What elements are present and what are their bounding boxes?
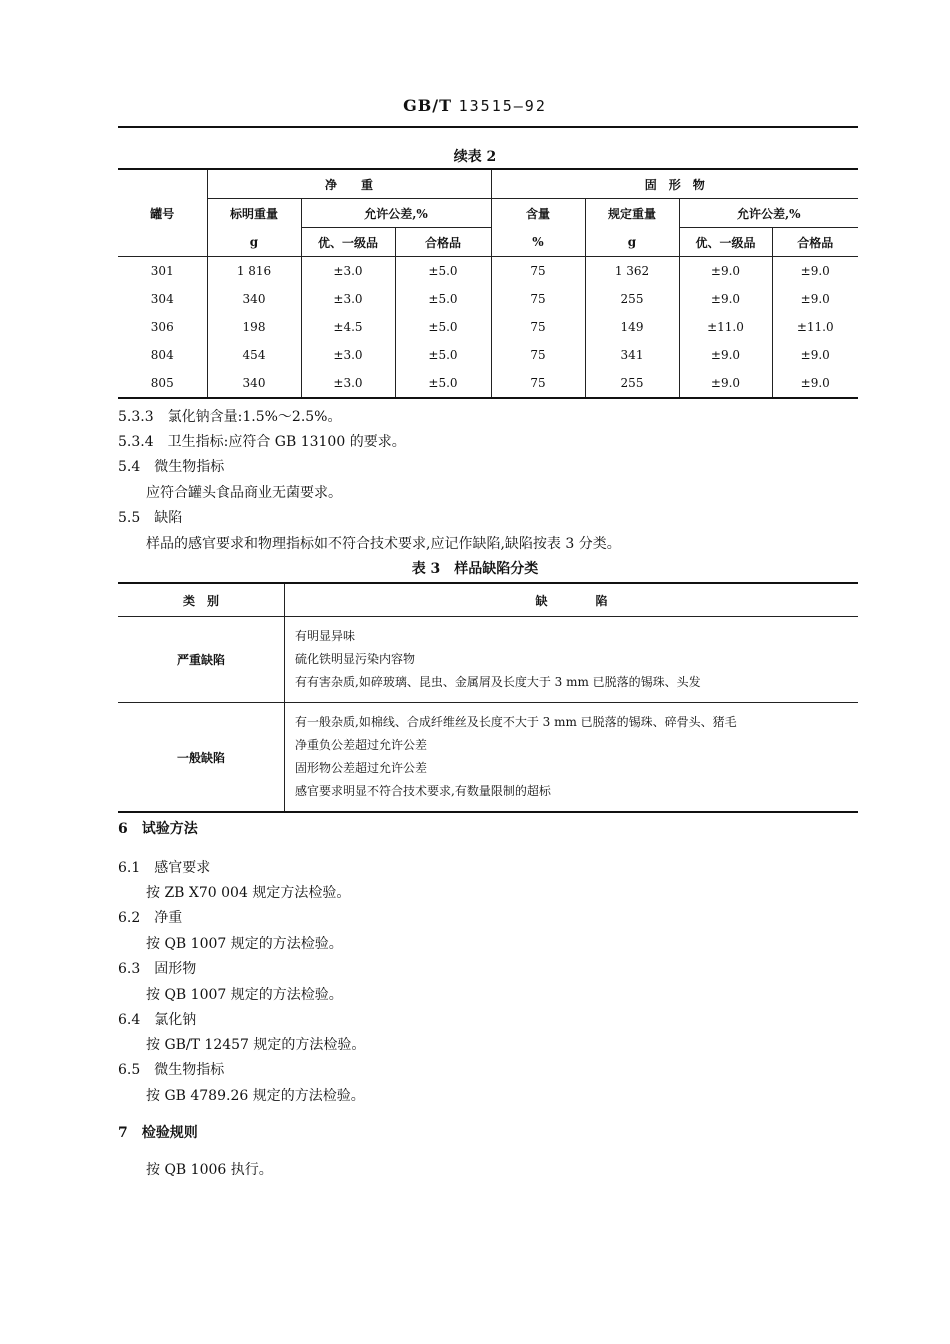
- col-qualified: 合格品: [395, 228, 491, 257]
- section-7-title: 7 检验规则: [118, 1125, 198, 1141]
- col-content-unit: %: [491, 228, 585, 257]
- cell: 304: [118, 285, 207, 313]
- cell: 306: [118, 313, 207, 341]
- col-excellent: 优、一级品: [301, 228, 395, 257]
- col-excellent2: 优、一级品: [679, 228, 772, 257]
- table3: [118, 582, 858, 813]
- cell: ±3.0: [301, 257, 395, 286]
- clause-6-4-text: 按 GB/T 12457 规定的方法检验。: [146, 1037, 366, 1053]
- cell: ±9.0: [772, 341, 858, 369]
- clause-6-5: 6.5 微生物指标: [118, 1062, 225, 1078]
- clause-6-3-text: 按 QB 1007 规定的方法检验。: [146, 987, 343, 1003]
- cell: 75: [491, 313, 585, 341]
- table-row: [118, 703, 858, 813]
- table2: [118, 168, 858, 399]
- list-item: 固形物公差超过允许公差: [295, 761, 428, 775]
- cell: 75: [491, 369, 585, 398]
- col-content: 含量: [491, 199, 585, 228]
- col-can-no: 罐号: [118, 169, 207, 257]
- col-category: 类 别: [118, 583, 285, 617]
- cell: ±5.0: [395, 341, 491, 369]
- list-item: 有明显异味: [295, 629, 356, 643]
- page-header: [0, 96, 950, 115]
- clause-6-2: 6.2 净重: [118, 910, 183, 926]
- table3-caption: 表 3 样品缺陷分类: [411, 561, 539, 577]
- cell: 804: [118, 341, 207, 369]
- cell: ±9.0: [772, 285, 858, 313]
- cell: ±9.0: [772, 369, 858, 398]
- col-defect: 缺 陷: [285, 583, 859, 617]
- cell: 454: [207, 341, 301, 369]
- cell: 75: [491, 341, 585, 369]
- cell: ±3.0: [301, 285, 395, 313]
- clause-5-5: 5.5 缺陷: [118, 510, 183, 526]
- clause-5-5-text: 样品的感官要求和物理指标如不符合技术要求,应记作缺陷,缺陷按表 3 分类。: [146, 536, 621, 552]
- list-item: 净重负公差超过允许公差: [295, 738, 428, 752]
- table-row: [118, 313, 858, 341]
- list-item: 有有害杂质,如碎玻璃、昆虫、金属屑及长度大于 3 mm 已脱落的锡珠、头发: [295, 675, 701, 689]
- col-qualified2: 合格品: [772, 228, 858, 257]
- col-tolerance-solid: 允许公差,%: [679, 199, 858, 228]
- col-tolerance-net: 允许公差,%: [301, 199, 491, 228]
- clause-5-4: 5.4 微生物指标: [118, 459, 225, 475]
- cell: 341: [585, 341, 679, 369]
- cell: 255: [585, 285, 679, 313]
- clause-6-1-text: 按 ZB X70 004 规定方法检验。: [146, 885, 351, 901]
- clause-5-3-3: 5.3.3 氯化钠含量:1.5%～2.5%。: [118, 409, 342, 425]
- list-item: 感官要求明显不符合技术要求,有数量限制的超标: [295, 784, 551, 798]
- cell: 255: [585, 369, 679, 398]
- cell: ±5.0: [395, 313, 491, 341]
- table-row: [118, 617, 858, 703]
- cell: ±4.5: [301, 313, 395, 341]
- cell: 75: [491, 257, 585, 286]
- table-row: [118, 341, 858, 369]
- cell: ±9.0: [679, 285, 772, 313]
- cell: 75: [491, 285, 585, 313]
- cell: 149: [585, 313, 679, 341]
- general-items: [285, 703, 859, 813]
- cell: 805: [118, 369, 207, 398]
- clause-5-3-4: 5.3.4 卫生指标:应符合 GB 13100 的要求。: [118, 434, 406, 450]
- section-7-text: 按 QB 1006 执行。: [146, 1162, 273, 1178]
- cell: 198: [207, 313, 301, 341]
- clause-5-4-text: 应符合罐头食品商业无菌要求。: [146, 485, 342, 501]
- cell: ±3.0: [301, 369, 395, 398]
- cell: ±3.0: [301, 341, 395, 369]
- clause-6-4: 6.4 氯化钠: [118, 1012, 197, 1028]
- cell: ±11.0: [679, 313, 772, 341]
- cell: 340: [207, 369, 301, 398]
- cell: ±5.0: [395, 369, 491, 398]
- table2-caption: 续表 2: [453, 149, 497, 165]
- clause-6-1: 6.1 感官要求: [118, 860, 211, 876]
- table-row: [118, 285, 858, 313]
- general-label: 一般缺陷: [118, 703, 285, 813]
- clause-6-5-text: 按 GB 4789.26 规定的方法检验。: [146, 1088, 365, 1104]
- standard-number: 13515—92: [458, 97, 547, 115]
- col-label-weight-unit: g: [207, 228, 301, 257]
- col-label-weight: 标明重量: [207, 199, 301, 228]
- group-solids: 固 形 物: [491, 169, 858, 199]
- table-row: [118, 257, 858, 286]
- list-item: 有一般杂质,如棉线、合成纤维丝及长度不大于 3 mm 已脱落的锡珠、碎骨头、猪毛: [295, 715, 737, 729]
- cell: 1 362: [585, 257, 679, 286]
- group-net-weight: 净 重: [207, 169, 491, 199]
- clause-6-2-text: 按 QB 1007 规定的方法检验。: [146, 936, 343, 952]
- col-spec-weight: 规定重量: [585, 199, 679, 228]
- col-spec-weight-unit: g: [585, 228, 679, 257]
- cell: ±5.0: [395, 257, 491, 286]
- section-6-title: 6 试验方法: [118, 821, 198, 837]
- cell: ±11.0: [772, 313, 858, 341]
- table-row: [118, 369, 858, 398]
- cell: 301: [118, 257, 207, 286]
- serious-items: [285, 617, 859, 703]
- cell: 340: [207, 285, 301, 313]
- serious-label: 严重缺陷: [118, 617, 285, 703]
- cell: ±9.0: [772, 257, 858, 286]
- cell: ±9.0: [679, 369, 772, 398]
- cell: ±5.0: [395, 285, 491, 313]
- list-item: 硫化铁明显污染内容物: [295, 652, 416, 666]
- header-rule: [118, 126, 858, 128]
- clause-6-3: 6.3 固形物: [118, 961, 197, 977]
- standard-code: GB/T: [403, 96, 453, 115]
- cell: ±9.0: [679, 341, 772, 369]
- cell: 1 816: [207, 257, 301, 286]
- cell: ±9.0: [679, 257, 772, 286]
